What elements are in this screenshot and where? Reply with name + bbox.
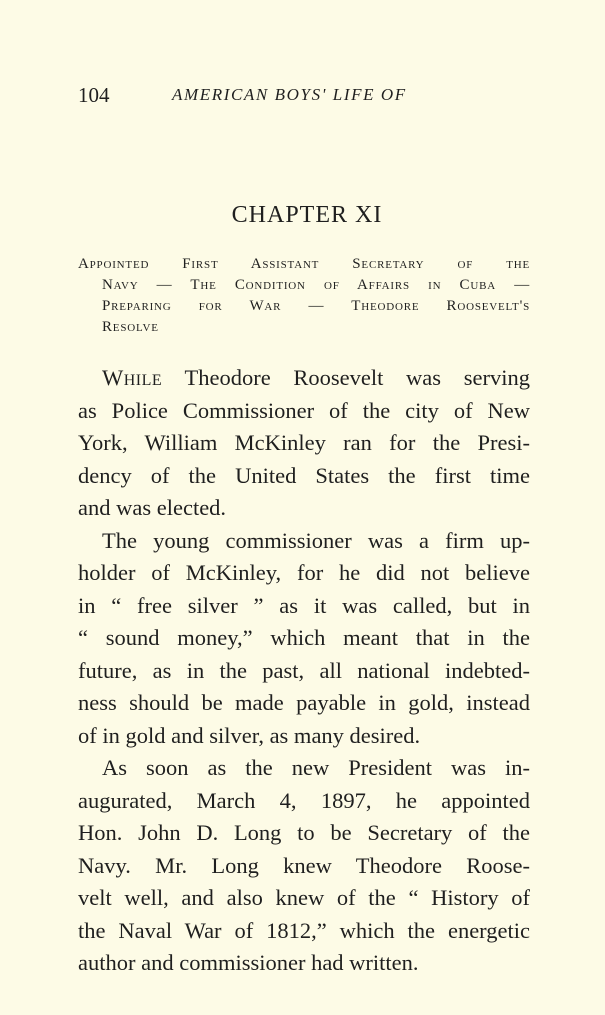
page-number: 104 [78, 83, 110, 107]
chapter-synopsis [78, 254, 530, 338]
chapter-heading: CHAPTER XI [231, 202, 383, 228]
text-line: augurated, March 4, 1897, he appointed [78, 787, 530, 813]
text-line: York, William McKinley ran for the Presi- [78, 430, 530, 455]
body-text [78, 362, 530, 980]
text-line: velt well, and also knew of the “ History of [78, 885, 530, 910]
running-title: AMERICAN BOYS' LIFE OF [172, 85, 407, 104]
text-line: Hon. John D. Long to be Secretary of the [78, 820, 530, 845]
synopsis-line: Resolve [102, 319, 159, 335]
text-line: holder of McKinley, for he did not believe [78, 560, 530, 585]
text-line [78, 362, 530, 395]
text-line: future, as in the past, all national indebted- [78, 657, 530, 683]
lead-word: While [102, 365, 163, 390]
text-line: ness should be made payable in gold, instead [78, 690, 530, 715]
running-head [78, 80, 530, 110]
paragraph [78, 525, 530, 753]
text-line: The young commissioner was a firm up- [102, 527, 530, 553]
text-line: in “ free silver ” as it was called, but in [78, 592, 530, 618]
synopsis-line: Navy — The Condition of Affairs in Cuba — [102, 277, 530, 293]
text-line: as Police Commissioner of the city of New [78, 397, 530, 423]
text-line: the Naval War of 1812,” which the energetic [78, 917, 530, 943]
synopsis-line: Appointed First Assistant Secretary of the [78, 256, 530, 272]
text-line: Navy. Mr. Long knew Theodore Roose- [78, 852, 530, 878]
text-line: of in gold and silver, as many desired. [78, 722, 421, 748]
text-line: and was elected. [78, 495, 227, 520]
synopsis-line: Preparing for War — Theodore Roosevelt's [102, 298, 530, 314]
text-line: As soon as the new President was in- [102, 755, 530, 780]
text-line: dency of the United States the first time [78, 462, 530, 488]
paragraph [78, 752, 530, 980]
text-line: “ sound money,” which meant that in the [78, 625, 530, 650]
paragraph [78, 362, 530, 525]
text-line-rest: Theodore Roosevelt was serving [162, 365, 530, 390]
text-line: author and commissioner had written. [78, 950, 419, 975]
